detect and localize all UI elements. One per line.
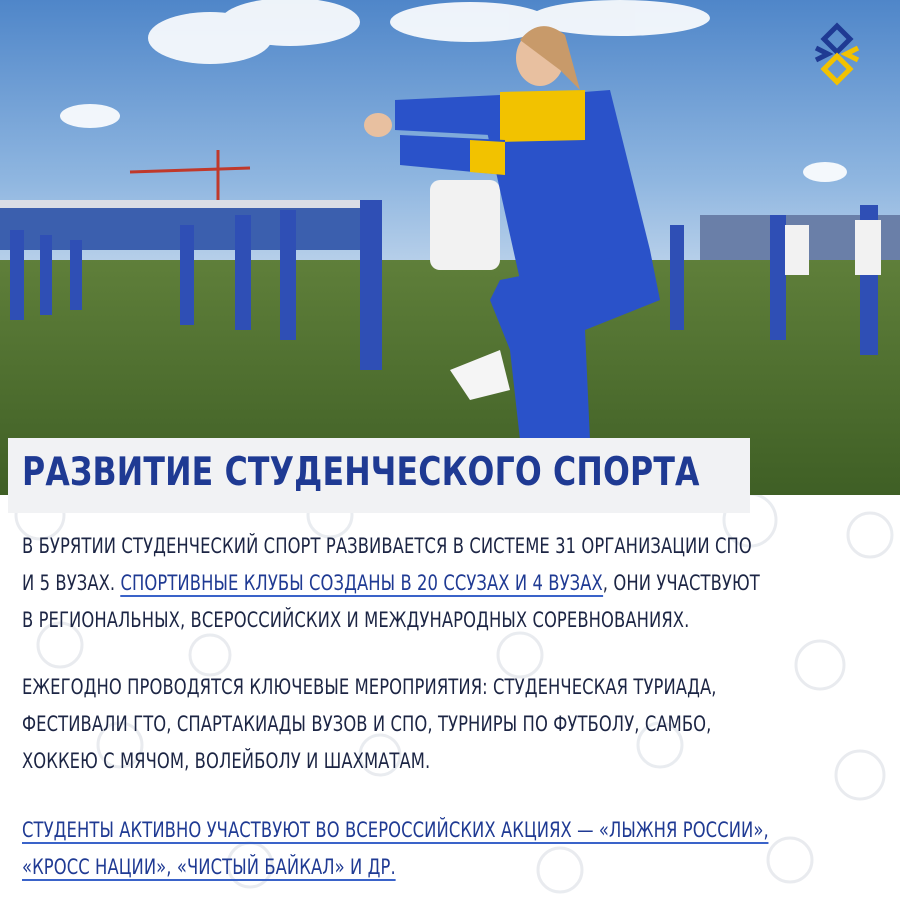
p3-highlight-2: «КРОСС НАЦИИ», «ЧИСТЫЙ БАЙКАЛ» И ДР. — [22, 855, 396, 879]
headline-banner — [8, 438, 750, 513]
paragraph-1 — [22, 528, 882, 639]
ornament-logo-icon — [808, 22, 866, 86]
p3-line-1 — [22, 812, 769, 849]
paragraph-3 — [22, 812, 882, 886]
p2-line-2: ФЕСТИВАЛИ ГТО, СПАРТАКИАДЫ ВУЗОВ И СПО, ТУРНИРЫ ПО ФУТБОЛУ, САМБО, — [22, 712, 712, 736]
p1-line-1: В БУРЯТИИ СТУДЕНЧЕСКИЙ СПОРТ РАЗВИВАЕТСЯ В СИСТЕМЕ 31 ОРГАНИЗАЦИИ СПО — [22, 534, 752, 558]
p1-line-2-start: И 5 ВУЗАХ. — [22, 571, 121, 595]
paragraph-2 — [22, 669, 882, 780]
p3-highlight-1: СТУДЕНТЫ АКТИВНО УЧАСТВУЮТ ВО ВСЕРОССИЙСКИХ АКЦИЯХ — «ЛЫЖНЯ РОССИИ», — [22, 818, 769, 842]
p2-line-3: ХОККЕЮ С МЯЧОМ, ВОЛЕЙБОЛУ И ШАХМАТАМ. — [22, 749, 431, 773]
p1-line-2-end: , ОНИ УЧАСТВУЮТ — [602, 571, 760, 595]
p1-highlight: СПОРТИВНЫЕ КЛУБЫ СОЗДАНЫ В 20 ССУЗАХ И 4 ВУЗАХ — [120, 571, 603, 595]
p1-line-3: В РЕГИОНАЛЬНЫХ, ВСЕРОССИЙСКИХ И МЕЖДУНАРОДНЫХ СОРЕВНОВАНИЯХ. — [22, 608, 690, 632]
p2-line-1: ЕЖЕГОДНО ПРОВОДЯТСЯ КЛЮЧЕВЫЕ МЕРОПРИЯТИЯ: СТУДЕНЧЕСКАЯ ТУРИАДА, — [22, 675, 717, 699]
p3-line-2 — [22, 849, 693, 886]
page-title: РАЗВИТИЕ СТУДЕНЧЕСКОГО СПОРТА — [22, 450, 700, 495]
p1-line-2 — [22, 565, 760, 602]
